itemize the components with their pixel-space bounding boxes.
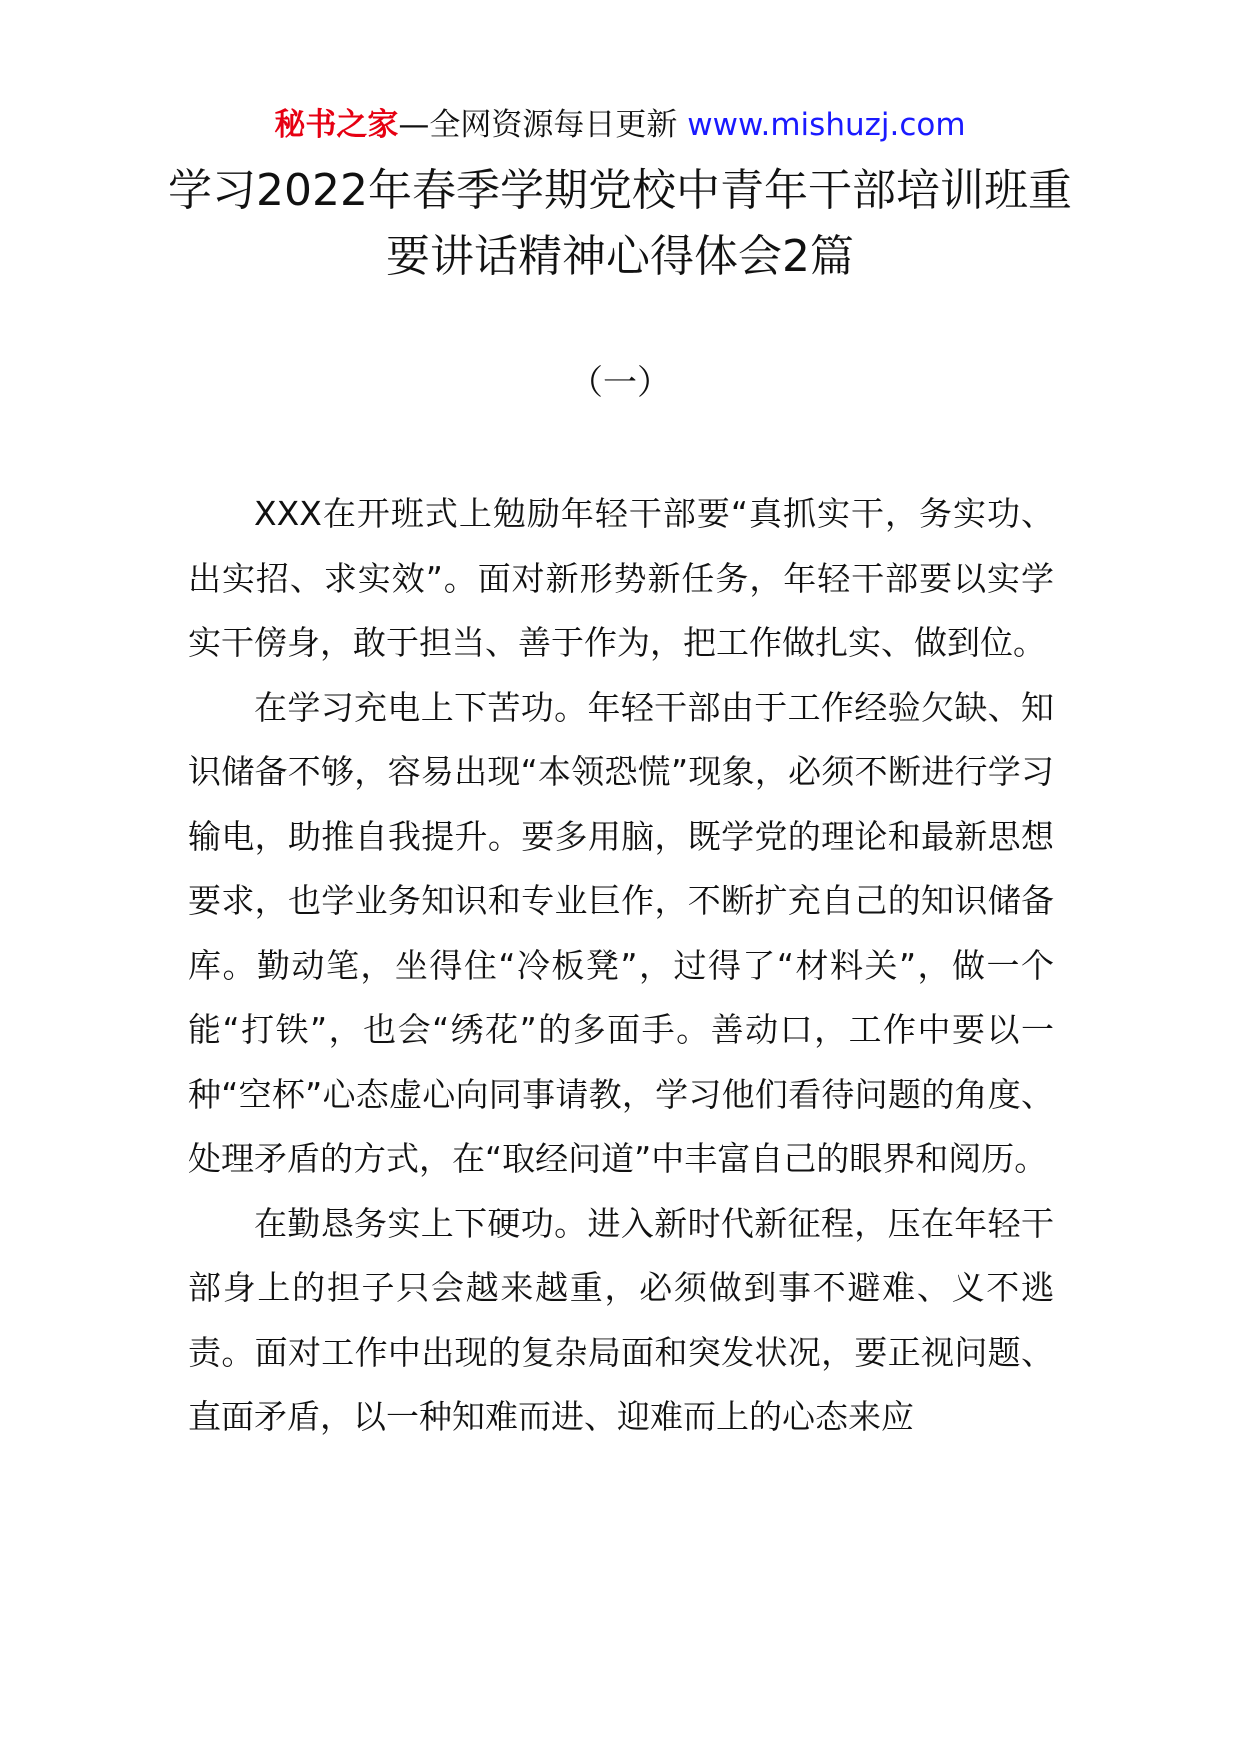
site-url-link[interactable]: www.mishuzj.com bbox=[687, 107, 966, 143]
section-heading: （一） bbox=[569, 363, 671, 403]
document-body bbox=[188, 482, 1054, 1450]
document-title: 学习2022年春季学期党校中青年干部培训班重要讲话精神心得体会2篇 bbox=[168, 165, 1072, 282]
paragraph: 在勤恳务实上下硬功。进入新时代新征程，压在年轻干部身上的担子只会越来越重，必须做到事不避难、义不逃责。面对工作中出现的复杂局面和突发状况，要正视问题、直面矛盾，以一种知难而进、迎难而上的心态来应 bbox=[188, 1203, 1054, 1436]
header-tagline: —全网资源每日更新 bbox=[398, 107, 678, 143]
paragraph: XXX在开班式上勉励年轻干部要“真抓实干，务实功、出实招、求实效”。面对新形势新任务，年轻干部要以实学实干傍身，敢于担当、善于作为，把工作做扎实、做到位。 bbox=[188, 494, 1054, 662]
brand-name: 秘书之家 bbox=[274, 107, 399, 143]
paragraph: 在学习充电上下苦功。年轻干部由于工作经验欠缺、知识储备不够，容易出现“本领恐慌”现象，必须不断进行学习输电，助推自我提升。要多用脑，既学党的理论和最新思想要求，也学业务知识和专业巨作，不断扩充自己的知识储备库。勤动笔，坐得住“冷板凳”，过得了“材料关”，做一个能“打铁”，也会“绣花”的多面手。善动口，工作中要以一种“空杯”心态虚心向同事请教，学习他们看待问题的角度、处理矛盾的方式，在“取经问道”中丰富自己的眼界和阅历。 bbox=[188, 687, 1054, 1178]
site-header bbox=[0, 100, 1240, 150]
